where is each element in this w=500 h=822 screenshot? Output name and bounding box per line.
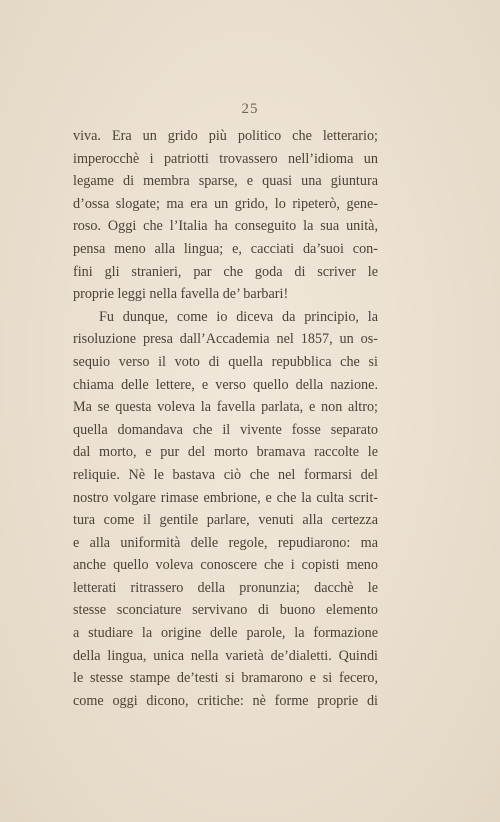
text-line: Fu dunque, come io diceva da principio, la: [99, 308, 378, 325]
text-line: dal morto, e pur del morto bramava raccolte le: [73, 444, 378, 461]
text-line: fini gli stranieri, par che goda di scriver le: [73, 263, 378, 280]
text-line: reliquie. Nè le bastava ciò che nel formarsi del: [73, 466, 378, 483]
text-line: letterati ritrassero della pronunzia; dacchè le: [73, 579, 378, 596]
text-line: sequio verso il voto di quella repubblica che si: [73, 353, 378, 370]
text-line: a studiare la origine delle parole, la formazione: [73, 625, 378, 642]
text-line: della lingua, unica nella varietà de’dialetti. Quindi: [73, 647, 378, 664]
text-line: proprie leggi nella favella de’ barbari!: [73, 286, 289, 303]
text-line: tura come il gentile parlare, venuti alla certezza: [73, 512, 378, 529]
page-number: 25: [241, 101, 259, 117]
text-line: d’ossa slogate; ma era un grido, lo ripeterò, gene-: [73, 195, 378, 212]
text-line: anche quello voleva conoscere che i copisti meno: [73, 557, 378, 574]
text-line: come oggi dicono, critiche: nè forme proprie di: [73, 692, 378, 709]
text-line: quella domandava che il vivente fosse separato: [73, 421, 378, 438]
text-line: Ma se questa voleva la favella parlata, e non altro;: [73, 399, 378, 416]
text-line: pensa meno alla lingua; e, cacciati da’suoi con-: [73, 240, 378, 257]
text-line: stesse sconciature servivano di buono elemento: [73, 602, 378, 619]
body-text: [73, 125, 378, 712]
text-line: e alla uniformità delle regole, repudiarono: ma: [73, 534, 378, 551]
text-line: nostro volgare rimase embrione, e che la culta scrit-: [73, 489, 378, 506]
text-line: imperocchè i patriotti trovassero nell’idioma un: [73, 150, 378, 167]
text-line: risoluzione presa dall’Accademia nel 1857, un os-: [73, 331, 378, 348]
text-line: chiama delle lettere, e verso quello della nazione.: [73, 376, 378, 393]
text-line: viva. Era un grido più politico che letterario;: [73, 128, 378, 144]
text-line: legame di membra sparse, e quasi una giuntura: [73, 173, 378, 190]
text-line: roso. Oggi che l’Italia ha conseguito la sua unità,: [73, 218, 378, 235]
text-line: le stesse stampe de’testi si bramarono e si fecero,: [73, 670, 378, 687]
